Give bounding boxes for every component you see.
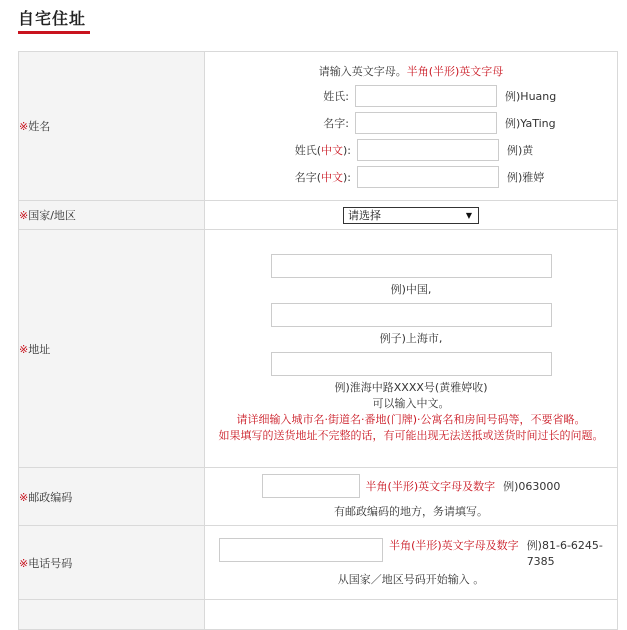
country-label — [19, 201, 205, 230]
next-row-content — [205, 600, 618, 630]
postal-hint: 半角(半形)英文字母及数字 — [365, 479, 496, 493]
country-selected-value: 请选择 — [348, 209, 381, 222]
name-row — [19, 52, 618, 201]
phone-label — [19, 526, 205, 600]
address-content — [205, 230, 618, 468]
next-row-partial — [19, 600, 618, 630]
section-title: 自宅住址 — [18, 9, 87, 28]
name-label-text: 姓名 — [28, 120, 51, 133]
phone-hint: 半角(半形)英文字母及数字 — [389, 538, 519, 552]
name-content — [205, 52, 618, 201]
first-name-cn-input[interactable] — [357, 166, 499, 188]
address-label-text: 地址 — [28, 342, 51, 356]
postal-label — [19, 468, 205, 526]
last-name-cn-row — [205, 139, 617, 161]
address-line3-input[interactable] — [271, 352, 552, 376]
required-mark: ※ — [19, 342, 29, 356]
phone-note: 从国家／地区号码开始输入 。 — [337, 572, 485, 586]
phone-label-text: 电话号码 — [28, 556, 73, 570]
first-name-label: 名字: — [323, 117, 349, 130]
address-warning-2: 如果填写的送货地址不完整的话，有可能出现无法送抵或送货时间过长的问题。 — [218, 428, 604, 442]
postal-example: 例)063000 — [503, 479, 561, 493]
phone-example: 例)81-6-6245- 7385 — [526, 538, 603, 568]
address-line2-example: 例子)上海市, — [379, 331, 443, 345]
name-label — [19, 52, 205, 201]
postal-input-row — [205, 474, 617, 498]
address-warning-1: 请详细输入城市名·街道名·番地(门牌)·公寓名和房间号码等，不要省略。 — [236, 412, 586, 426]
last-name-label: 姓氏: — [323, 90, 349, 103]
name-hint-prefix: 请输入英文字母。 — [318, 65, 407, 78]
address-line2-input[interactable] — [271, 303, 552, 327]
title-underline — [18, 31, 90, 34]
first-name-row — [205, 112, 617, 134]
address-label — [19, 230, 205, 468]
postal-row — [19, 468, 618, 526]
last-name-cn-example: 例)黄 — [507, 144, 534, 157]
postal-label-text: 邮政编码 — [28, 490, 73, 504]
required-mark: ※ — [19, 120, 29, 133]
last-name-cn-input[interactable] — [357, 139, 499, 161]
country-select[interactable] — [343, 207, 479, 224]
address-row — [19, 230, 618, 468]
phone-row — [19, 526, 618, 600]
required-mark: ※ — [19, 556, 29, 570]
address-line1-input[interactable] — [271, 254, 552, 278]
country-label-text: 国家/地区 — [28, 209, 76, 222]
address-form — [18, 51, 618, 630]
required-mark: ※ — [19, 490, 29, 504]
address-line3-example: 例)淮海中路XXXX号(黄雅婷收) — [334, 380, 488, 394]
last-name-cn-label: 姓氏(中文): — [294, 144, 351, 157]
name-hint-red: 半角(半形)英文字母 — [406, 65, 504, 78]
first-name-cn-label: 名字(中文): — [294, 171, 351, 184]
last-name-row — [205, 85, 617, 107]
dropdown-arrow-icon: ▼ — [465, 210, 472, 220]
address-note: 可以输入中文。 — [372, 396, 450, 410]
last-name-example: 例)Huang — [505, 90, 557, 103]
last-name-input[interactable] — [355, 85, 497, 107]
next-row-label — [19, 600, 205, 630]
postal-input[interactable] — [262, 474, 360, 498]
country-content — [205, 201, 618, 230]
phone-input[interactable] — [219, 538, 383, 562]
phone-content — [205, 526, 618, 600]
postal-note: 有邮政编码的地方，务请填写。 — [334, 504, 488, 518]
name-hint — [205, 64, 617, 80]
first-name-cn-row — [205, 166, 617, 188]
address-line1-example: 例)中国, — [390, 282, 432, 296]
first-name-input[interactable] — [355, 112, 497, 134]
first-name-cn-example: 例)雅婷 — [507, 171, 545, 184]
first-name-example: 例)YaTing — [505, 117, 556, 130]
postal-content — [205, 468, 618, 526]
required-mark: ※ — [19, 209, 29, 222]
phone-input-row — [205, 538, 617, 570]
country-row — [19, 201, 618, 230]
